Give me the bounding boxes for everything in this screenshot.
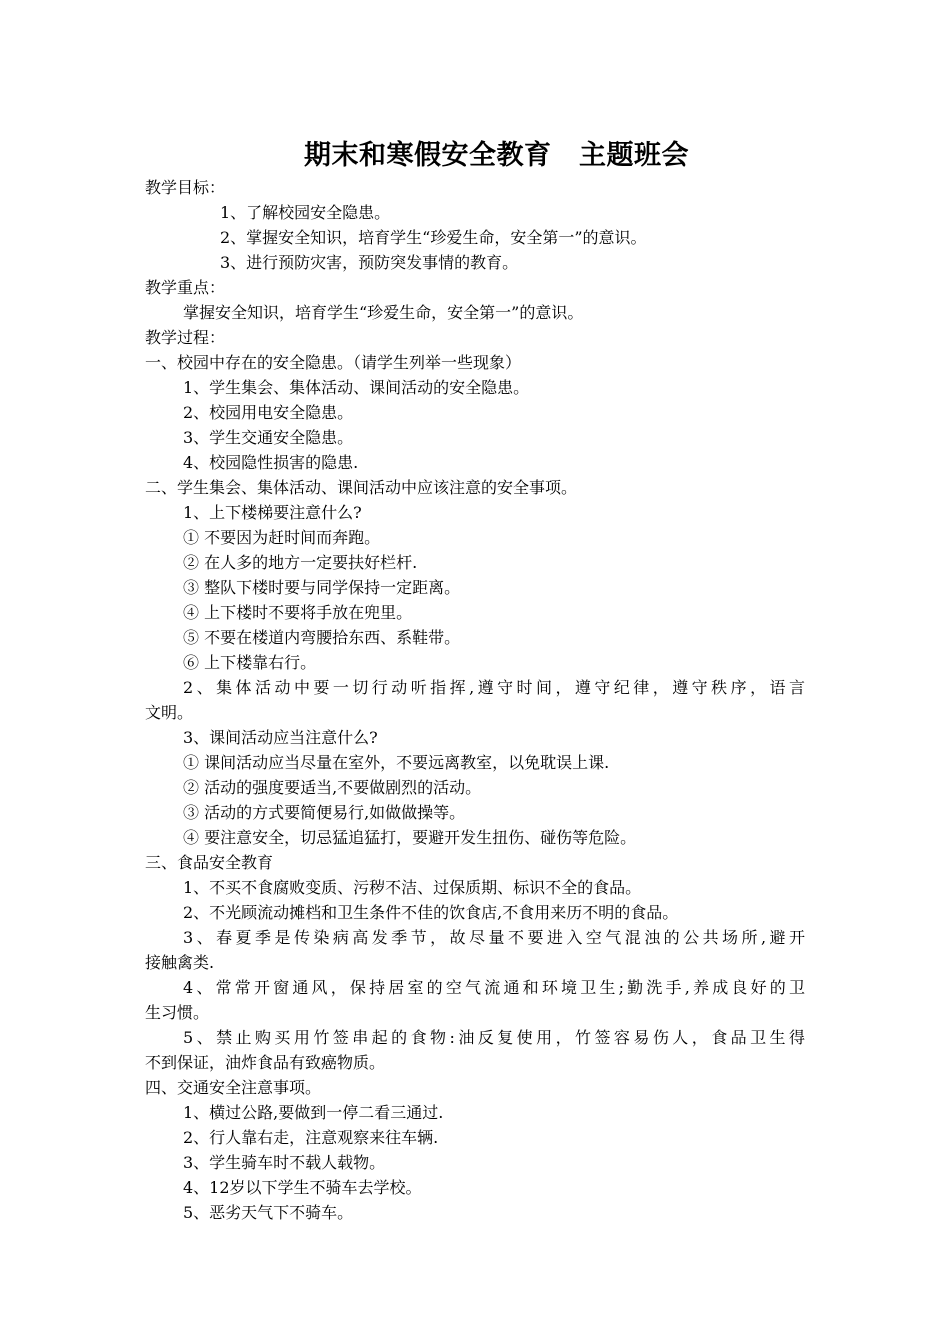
list-item-continuation: 文明。 — [145, 703, 194, 722]
list-item: 2、行人靠右走，注意观察来往车辆. — [183, 1128, 439, 1147]
document-title: 期末和寒假安全教育 主题班会 — [304, 140, 689, 171]
sub-list-item: ④ 要注意安全，切忌猛追猛打，要避开发生扭伤、碰伤等危险。 — [183, 828, 637, 847]
sub-list-item: ④ 上下楼时不要将手放在兜里。 — [183, 603, 413, 622]
list-item: 4、12岁以下学生不骑车去学校。 — [183, 1178, 422, 1197]
list-item: 3、学生骑车时不载人载物。 — [183, 1153, 386, 1172]
list-item: 1、不买不食腐败变质、污秽不洁、过保质期、标识不全的食品。 — [183, 878, 642, 897]
section-label-keypoints: 教学重点： — [145, 278, 226, 297]
sub-list-item: ① 课间活动应当尽量在室外，不要远离教室，以免耽误上课. — [183, 753, 610, 772]
keypoint-text: 掌握安全知识，培育学生“珍爱生命，安全第一”的意识。 — [183, 303, 584, 322]
list-item: 2、校园用电安全隐患。 — [183, 403, 354, 422]
list-item-continuation: 生习惯。 — [145, 1003, 210, 1022]
section-label-process: 教学过程： — [145, 328, 226, 347]
list-item: 5、恶劣天气下不骑车。 — [183, 1203, 354, 1222]
sub-list-item: ⑤ 不要在楼道内弯腰拾东西、系鞋带。 — [183, 628, 461, 647]
objective-item: 3、进行预防灾害，预防突发事情的教育。 — [220, 253, 519, 272]
section-heading: 四、交通安全注意事项。 — [145, 1078, 322, 1097]
section-heading: 一、校园中存在的安全隐患。（请学生列举一些现象） — [145, 353, 522, 372]
section-heading: 二、学生集会、集体活动、课间活动中应该注意的安全事项。 — [145, 478, 578, 497]
sub-list-item: ③ 活动的方式要简便易行,如做做操等。 — [183, 803, 466, 822]
list-item: 4、常常开窗通风，保持居室的空气流通和环境卫生;勤洗手,养成良好的卫 — [183, 978, 805, 997]
list-item: 4、校园隐性损害的隐患. — [183, 453, 359, 472]
list-item: 1、学生集会、集体活动、课间活动的安全隐患。 — [183, 378, 530, 397]
list-item-continuation: 不到保证，油炸食品有致癌物质。 — [145, 1053, 386, 1072]
list-item: 3、春夏季是传染病高发季节，故尽量不要进入空气混浊的公共场所,避开 — [183, 928, 805, 947]
list-item: 3、学生交通安全隐患。 — [183, 428, 354, 447]
list-item: 2、集体活动中要一切行动听指挥,遵守时间，遵守纪律，遵守秩序，语言 — [183, 678, 805, 697]
list-item: 2、不光顾流动摊档和卫生条件不佳的饮食店,不食用来历不明的食品。 — [183, 903, 679, 922]
sub-list-item: ② 在人多的地方一定要扶好栏杆. — [183, 553, 418, 572]
sub-list-item: ③ 整队下楼时要与同学保持一定距离。 — [183, 578, 461, 597]
sub-list-item: ② 活动的强度要适当,不要做剧烈的活动。 — [183, 778, 482, 797]
sub-list-item: ⑥ 上下楼靠右行。 — [183, 653, 317, 672]
list-item: 1、横过公路,要做到一停二看三通过. — [183, 1103, 444, 1122]
list-item: 1、上下楼梯要注意什么? — [183, 503, 362, 522]
list-item: 5、禁止购买用竹签串起的食物:油反复使用，竹签容易伤人，食品卫生得 — [183, 1028, 805, 1047]
sub-list-item: ① 不要因为赶时间而奔跑。 — [183, 528, 381, 547]
objective-item: 2、掌握安全知识，培育学生“珍爱生命，安全第一”的意识。 — [220, 228, 647, 247]
section-label-objectives: 教学目标： — [145, 178, 226, 197]
section-heading: 三、食品安全教育 — [145, 853, 274, 872]
list-item: 3、课间活动应当注意什么? — [183, 728, 378, 747]
list-item-continuation: 接触禽类. — [145, 953, 215, 972]
objective-item: 1、了解校园安全隐患。 — [220, 203, 391, 222]
